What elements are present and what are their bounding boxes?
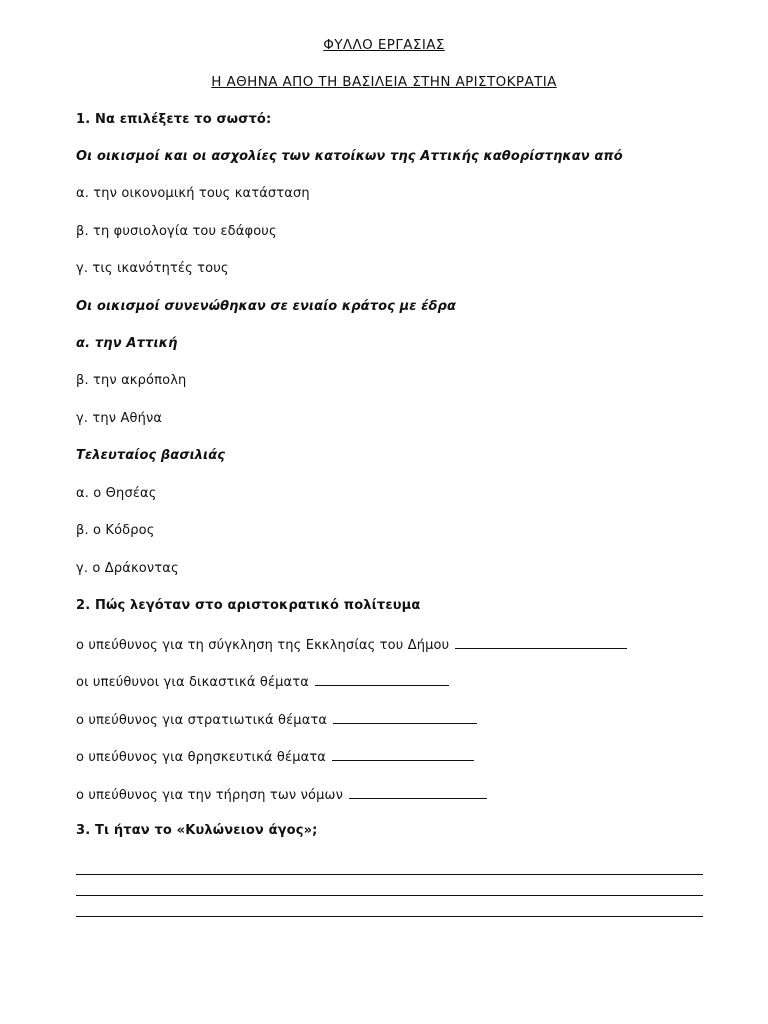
q2-item-5-label: ο υπεύθυνος για την τήρηση των νόμων <box>76 788 343 803</box>
q2-item-2-label: οι υπεύθυνοι για δικαστικά θέματα <box>76 675 309 690</box>
q2-item-1 <box>76 635 627 655</box>
q1-2-option-b[interactable]: β. την ακρόπολη <box>76 373 187 388</box>
q2-item-1-label: ο υπεύθυνος για τη σύγκληση της Εκκλησίας του Δήμου <box>76 638 450 653</box>
q1-3-option-b[interactable]: β. ο Κόδρος <box>76 523 155 538</box>
q1-2-option-a[interactable]: α. την Αττική <box>76 336 178 351</box>
q2-item-5-blank[interactable] <box>349 785 487 799</box>
question-2-title: 2. Πώς λεγόταν στο αριστοκρατικό πολίτευμα <box>76 598 421 613</box>
q2-item-3-blank[interactable] <box>333 710 477 724</box>
worksheet-title: Η ΑΘΗΝΑ ΑΠΟ ΤΗ ΒΑΣΙΛΕΙΑ ΣΤΗΝ ΑΡΙΣΤΟΚΡΑΤΙΑ <box>211 74 557 90</box>
q1-3-option-c[interactable]: γ. ο Δράκοντας <box>76 561 179 576</box>
q1-2-option-c[interactable]: γ. την Αθήνα <box>76 411 163 426</box>
q2-item-3-label: ο υπεύθυνος για στρατιωτικά θέματα <box>76 713 328 728</box>
q1-1-option-a[interactable]: α. την οικονομική τους κατάσταση <box>76 186 310 201</box>
q2-item-5 <box>76 785 487 805</box>
q2-item-2-blank[interactable] <box>315 672 449 686</box>
q1-3-option-a[interactable]: α. ο Θησέας <box>76 486 157 501</box>
answer-line-3[interactable] <box>76 916 703 917</box>
q2-item-1-blank[interactable] <box>455 635 627 649</box>
q2-item-4-label: ο υπεύθυνος για θρησκευτικά θέματα <box>76 750 327 765</box>
q1-stem-1: Οι οικισμοί και οι ασχολίες των κατοίκων της Αττικής καθορίστηκαν από <box>76 149 623 164</box>
q2-item-3 <box>76 710 477 730</box>
q1-1-option-b[interactable]: β. τη φυσιολογία του εδάφους <box>76 224 277 239</box>
q1-1-option-c[interactable]: γ. τις ικανότητές τους <box>76 261 229 276</box>
q1-stem-3: Τελευταίος βασιλιάς <box>76 448 226 463</box>
q2-item-4-blank[interactable] <box>332 747 474 761</box>
q1-stem-2: Οι οικισμοί συνενώθηκαν σε ενιαίο κράτος με έδρα <box>76 299 456 314</box>
doc-type-heading: ΦΥΛΛΟ ΕΡΓΑΣΙΑΣ <box>323 37 445 53</box>
question-1-title: 1. Να επιλέξετε το σωστό: <box>76 112 272 127</box>
q2-item-4 <box>76 747 474 767</box>
answer-line-2[interactable] <box>76 895 703 896</box>
question-3-title: 3. Τι ήταν το «Κυλώνειον άγος»; <box>76 823 318 838</box>
answer-line-1[interactable] <box>76 874 703 875</box>
q2-item-2 <box>76 672 449 692</box>
